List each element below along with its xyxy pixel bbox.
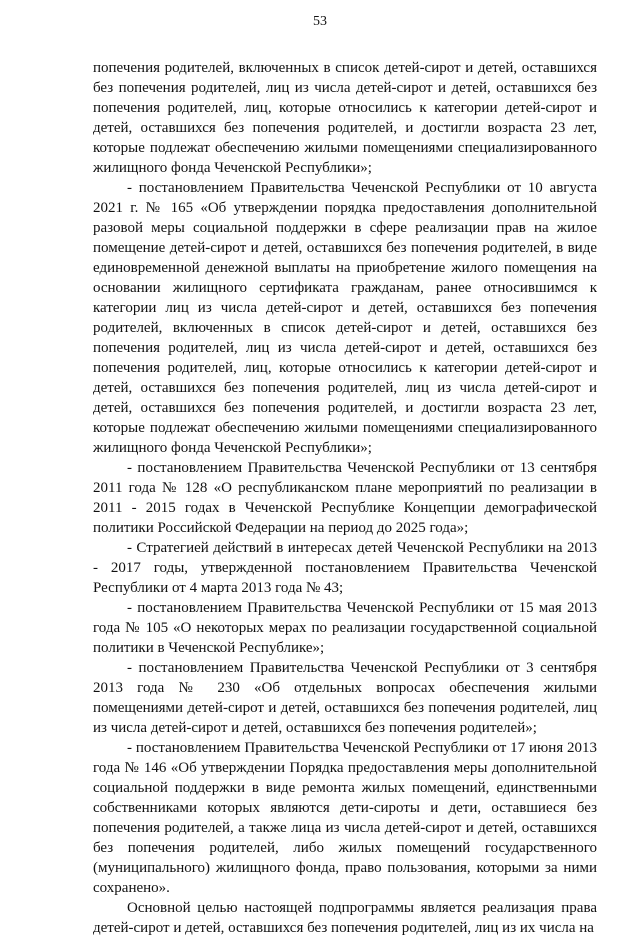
list-item-decree-105: - постановлением Правительства Чеченской Республики от 15 мая 2013 года № 105 «О некоторых мерах по реализации государственной социальной политики в Чеченской Республике»;: [93, 600, 597, 656]
list-item-decree-165: - постановлением Правительства Чеченской Республики от 10 августа 2021 г. № 165 «Об утверждении порядка предоставления дополнительной разовой меры социальной поддержки в сфере реализации прав на жилое помещение детей-сирот и детей, оставшихся без попечения родителей, в виде единовременной денежной выплаты на приобретение жилого помещения на основании жилищного сертификата гражданам, ранее относившимся к категории лиц из числа детей-сирот и детей, оставшихся без попечения родителей, включенных в список детей-сирот и детей, оставшихся без попечения родителей, лиц из числа детей-сирот и детей, оставшихся без попечения родителей, лиц, которые относились к категории детей-сирот и детей, оставшихся без попечения родителей, лиц из числа детей-сирот и детей, оставшихся без попечения родителей, и достигли возраста 23 лет, которые подлежат обеспечению жилыми помещениями специализированного жилищного фонда Чеченской Республики»;: [93, 180, 597, 456]
paragraph-continuation: попечения родителей, включенных в список детей-сирот и детей, оставшихся без попечения родителей, лиц из числа детей-сирот и детей, оставшихся без попечения родителей, лиц, которые относились к категории детей-сирот и детей, оставшихся без попечения родителей, и достигли возраста 23 лет, которые подлежат обеспечению жилыми помещениями специализированного жилищного фонда Чеченской Республики»;: [93, 60, 597, 176]
document-body: [93, 58, 597, 938]
list-item-strategy-43: - Стратегией действий в интересах детей Чеченской Республики на 2013 - 2017 годы, утвержденной постановлением Правительства Чеченской Республики от 4 марта 2013 года № 43;: [93, 540, 597, 596]
paragraph-main-goal: Основной целью настоящей подпрограммы является реализация права детей-сирот и детей, оставшихся без попечения родителей, лиц из их числа на: [93, 900, 597, 936]
list-item-decree-230: - постановлением Правительства Чеченской Республики от 3 сентября 2013 года № 230 «Об отдельных вопросах обеспечения жилыми помещениями детей-сирот и детей, оставшихся без попечения родителей, лиц из числа детей-сирот и детей, оставшихся без попечения родителей»;: [93, 660, 597, 736]
list-item-decree-128: - постановлением Правительства Чеченской Республики от 13 сентября 2011 года № 128 «О республиканском плане мероприятий по реализации в 2011 - 2015 годах в Чеченской Республике Концепции демографической политики Российской Федерации на период до 2025 года»;: [93, 460, 597, 536]
list-item-decree-146: - постановлением Правительства Чеченской Республики от 17 июня 2013 года № 146 «Об утверждении Порядка предоставления меры дополнительной социальной поддержки в виде ремонта жилых помещений, единственными собственниками которых являются дети-сироты и дети, оставшиеся без попечения родителей, а также лица из числа детей-сирот и детей, оставшихся без попечения родителей, либо жилых помещений государственного (муниципального) жилищного фонда, право пользования, которыми за ними сохранено».: [93, 740, 597, 896]
page-number: 53: [313, 14, 327, 29]
